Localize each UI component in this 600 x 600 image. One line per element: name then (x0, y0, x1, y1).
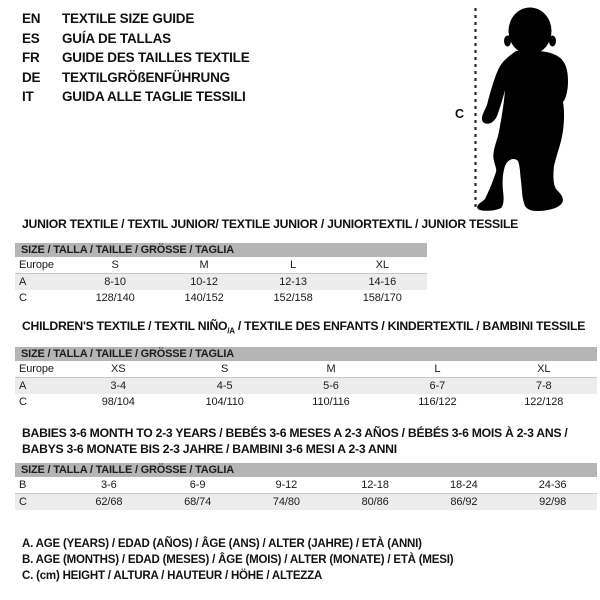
language-label: GUIDE DES TAILLES TEXTILE (62, 50, 250, 65)
height-cell: 158/170 (362, 292, 402, 304)
height-cell: 74/80 (272, 496, 300, 508)
row-label: A (19, 380, 27, 392)
section-title-text: / TEXTILE DES ENFANTS / KINDERTEXTIL / BAMBINI TESSILE (234, 319, 586, 333)
age-cell: 14-16 (368, 276, 397, 288)
language-label: GUÍA DE TALLAS (62, 30, 171, 46)
row-label: C (19, 496, 27, 508)
size-cell: XS (65, 361, 171, 378)
height-measure-label: C (455, 107, 465, 121)
table-row (15, 257, 427, 274)
table-header-bar: SIZE / TALLA / TAILLE / GRÖSSE / TAGLIA (15, 347, 597, 361)
section-title-text: BABIES 3-6 MONTH TO 2-3 YEARS / BEBÉS 3-6 MESES A 2-3 AÑOS / BÉBÉS 3-6 MOIS À 2-3 ANS / (22, 426, 568, 440)
language-code: FR (22, 50, 40, 65)
babies-size-table (15, 463, 597, 510)
age-cell: 9-12 (242, 477, 331, 494)
table-row (15, 394, 597, 410)
section-title-children (22, 319, 585, 339)
row-label: Europe (15, 257, 71, 274)
height-cell: 128/140 (95, 292, 135, 304)
size-cell: L (249, 257, 338, 274)
height-cell: 68/74 (184, 496, 212, 508)
height-cell: 116/122 (418, 396, 457, 408)
size-cell: M (278, 361, 384, 378)
height-cell: 98/104 (101, 396, 135, 408)
table-row (15, 494, 597, 511)
footnote-c: C. (cm) HEIGHT / ALTURA / HAUTEUR / HÖHE / ALTEZZA (22, 570, 323, 582)
language-code: IT (22, 89, 34, 104)
age-cell: 6-9 (153, 477, 242, 494)
section-title-babies (22, 426, 568, 457)
language-legend (22, 9, 250, 107)
section-title-text: CHILDREN'S TEXTILE / TEXTIL NIÑO (22, 319, 228, 333)
language-label: GUIDA ALLE TAGLIE TESSILI (62, 89, 246, 104)
language-code: DE (22, 69, 41, 85)
footnotes (22, 536, 453, 584)
size-cell: XL (338, 257, 427, 274)
table-row (15, 361, 597, 378)
height-cell: 104/110 (205, 396, 244, 408)
language-row-de (22, 68, 250, 88)
row-label: C (19, 292, 27, 304)
junior-size-table (15, 243, 427, 306)
size-cell: XL (491, 361, 597, 378)
age-cell: 3-4 (110, 380, 127, 392)
age-cell: 12-13 (279, 276, 307, 288)
table-row (15, 274, 427, 291)
footnote-b: B. AGE (MONTHS) / EDAD (MESES) / ÂGE (MOIS) / ALTER (MONATE) / ETÀ (MESI) (22, 554, 454, 566)
language-row-it (22, 87, 250, 107)
section-title-text: BABYS 3-6 MONATE BIS 2-3 JAHRE / BAMBINI 3-6 MESI A 2-3 ANNI (22, 441, 397, 456)
age-cell: 6-7 (429, 380, 446, 392)
table-header-bar: SIZE / TALLA / TAILLE / GRÖSSE / TAGLIA (15, 463, 597, 477)
language-label: TEXTILE SIZE GUIDE (62, 11, 195, 26)
language-code: ES (22, 30, 40, 46)
table-row (15, 378, 597, 395)
height-cell: 62/68 (95, 496, 123, 508)
language-row-fr (22, 48, 250, 68)
age-cell: 12-18 (331, 477, 420, 494)
age-cell: 4-5 (216, 380, 233, 392)
height-cell: 140/152 (184, 292, 224, 304)
age-cell: 7-8 (535, 380, 552, 392)
footnote-a: A. AGE (YEARS) / EDAD (AÑOS) / ÂGE (ANS) / ALTER (JAHRE) / ETÀ (ANNI) (22, 538, 422, 550)
height-cell: 92/98 (539, 496, 567, 508)
height-cell: 122/128 (524, 396, 564, 408)
age-cell: 3-6 (64, 477, 153, 494)
row-label: Europe (15, 361, 65, 378)
language-label: TEXTILGRÖßENFÜHRUNG (62, 69, 230, 85)
children-size-table (15, 347, 597, 410)
row-label: C (19, 396, 27, 408)
size-cell: S (71, 257, 160, 274)
height-cell: 152/158 (273, 292, 313, 304)
table-header-bar: SIZE / TALLA / TAILLE / GRÖSSE / TAGLIA (15, 243, 427, 257)
age-cell: 24-36 (508, 477, 597, 494)
row-label: B (15, 477, 64, 494)
table-row (15, 290, 427, 306)
row-label: A (19, 276, 27, 288)
section-title-junior (22, 217, 518, 233)
language-row-en (22, 9, 250, 29)
age-cell: 10-12 (190, 276, 218, 288)
height-cell: 80/86 (361, 496, 389, 508)
section-title-text: JUNIOR TEXTILE / TEXTIL JUNIOR/ TEXTILE JUNIOR / JUNIORTEXTIL / JUNIOR TESSILE (22, 217, 519, 231)
age-cell: 8-10 (104, 276, 126, 288)
size-cell: S (171, 361, 277, 378)
language-code: EN (22, 11, 41, 26)
age-cell: 18-24 (419, 477, 508, 494)
height-cell: 110/116 (312, 396, 350, 408)
size-cell: M (160, 257, 249, 274)
age-cell: 5-6 (323, 380, 339, 392)
language-row-es (22, 29, 250, 49)
section-title-subscript: /A (227, 326, 235, 336)
height-cell: 86/92 (450, 496, 478, 508)
table-row (15, 477, 597, 494)
size-cell: L (384, 361, 490, 378)
